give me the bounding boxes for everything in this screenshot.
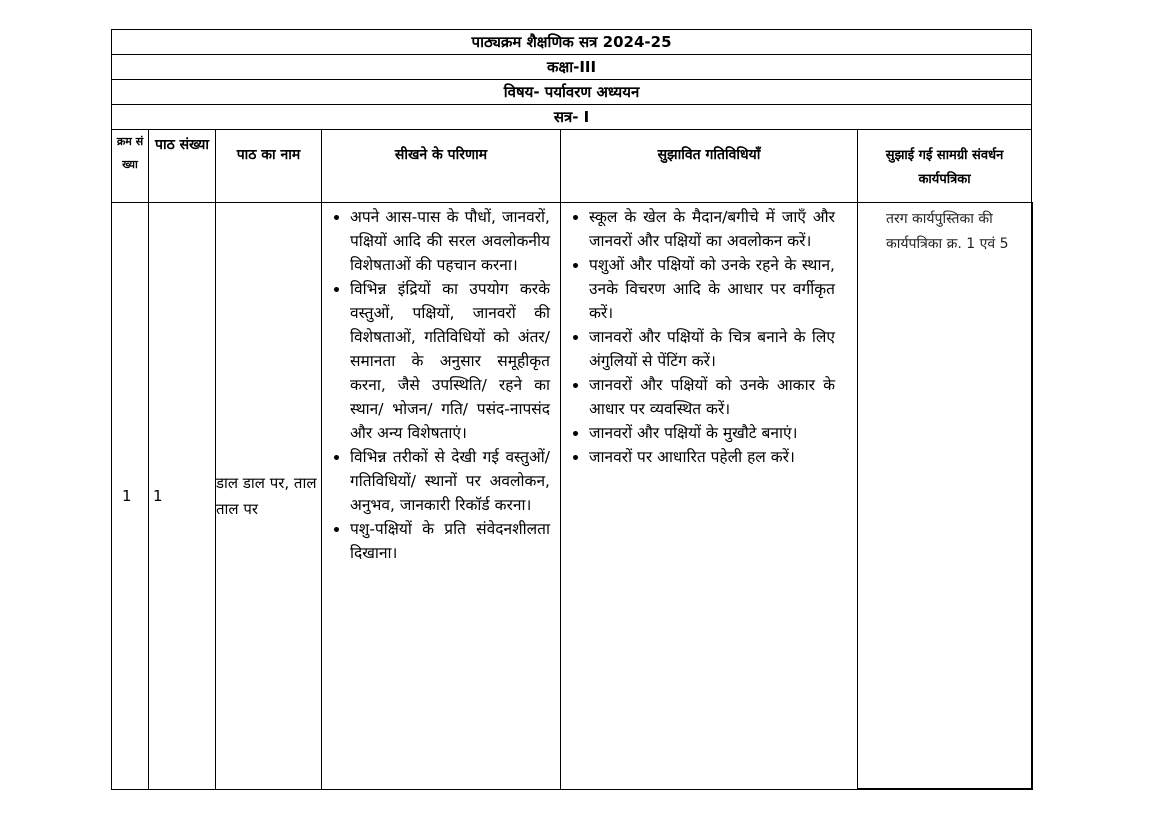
- outcomes-item: • अपने आस-पास के पौधों, जानवरों, पक्षियों आदि की सरल अवलोकनीय विशेषताओं की पहचान करना।: [350, 205, 550, 277]
- row-outcomes: [322, 203, 561, 790]
- outcomes-item: • विभिन्न तरीकों से देखी गई वस्तुओं/गतिविधियों/ स्थानों पर अवलोकन, अनुभव, जानकारी रिकॉर्ड करना।: [350, 445, 550, 517]
- col-outcomes: सीखने के परिणाम: [322, 130, 561, 203]
- materials-text: तरग कार्यपुस्तिका की कार्यपत्रिका क्र. 1 एवं 5: [886, 211, 1009, 252]
- row-serial: 1: [112, 203, 149, 790]
- row-materials: [858, 203, 1032, 790]
- row-lesson-name: डाल डाल पर, ताल ताल पर: [216, 203, 322, 790]
- activities-list: [561, 205, 857, 469]
- term-title: सत्र- I: [112, 105, 1032, 130]
- row-lesson-no: 1: [149, 203, 216, 790]
- activities-item: • पशुओं और पक्षियों को उनके रहने के स्थान, उनके विचरण आदि के आधार पर वर्गीकृत करें।: [589, 253, 835, 325]
- activities-item: • जानवरों और पक्षियों के चित्र बनाने के लिए अंगुलियों से पेंटिंग करें।: [589, 325, 835, 373]
- activities-item: • स्कूल के खेल के मैदान/बगीचे में जाएँ और जानवरों और पक्षियों का अवलोकन करें।: [589, 205, 835, 253]
- col-activities: सुझावित गतिविधियाँ: [561, 130, 858, 203]
- row-activities: [561, 203, 858, 790]
- activities-item: • जानवरों और पक्षियों के मुखौटे बनाएं।: [589, 421, 835, 445]
- col-materials: सुझाई गई सामग्री संवर्धन कार्यपत्रिका: [858, 130, 1032, 203]
- syllabus-table: [111, 29, 1033, 790]
- activities-item: • जानवरों पर आधारित पहेली हल करें।: [589, 445, 835, 469]
- activities-item: • जानवरों और पक्षियों को उनके आकार के आधार पर व्यवस्थित करें।: [589, 373, 835, 421]
- subject-title: विषय- पर्यावरण अध्ययन: [112, 80, 1032, 105]
- col-serial: क्रम सं ख्या: [112, 130, 149, 203]
- syllabus-page: [111, 29, 1031, 790]
- outcomes-item: • विभिन्न इंद्रियों का उपयोग करके वस्तुओं, पक्षियों, जानवरों की विशेषताओं, गतिविधियों को अंतर/समानता के अनुसार समूहीकृत करना, जैसे उपस्थिति/ रहने का स्थान/ भोजन/ गति/ पसंद-नापसंद और अन्य विशेषताएं।: [350, 277, 550, 445]
- session-title: पाठ्यक्रम शैक्षणिक सत्र 2024-25: [112, 30, 1032, 55]
- outcomes-list: [322, 205, 560, 565]
- col-lesson-name: पाठ का नाम: [216, 130, 322, 203]
- outcomes-item: • पशु-पक्षियों के प्रति संवेदनशीलता दिखाना।: [350, 517, 550, 565]
- class-title: कक्षा-III: [112, 55, 1032, 80]
- col-lesson-no: पाठ संख्या: [149, 130, 216, 203]
